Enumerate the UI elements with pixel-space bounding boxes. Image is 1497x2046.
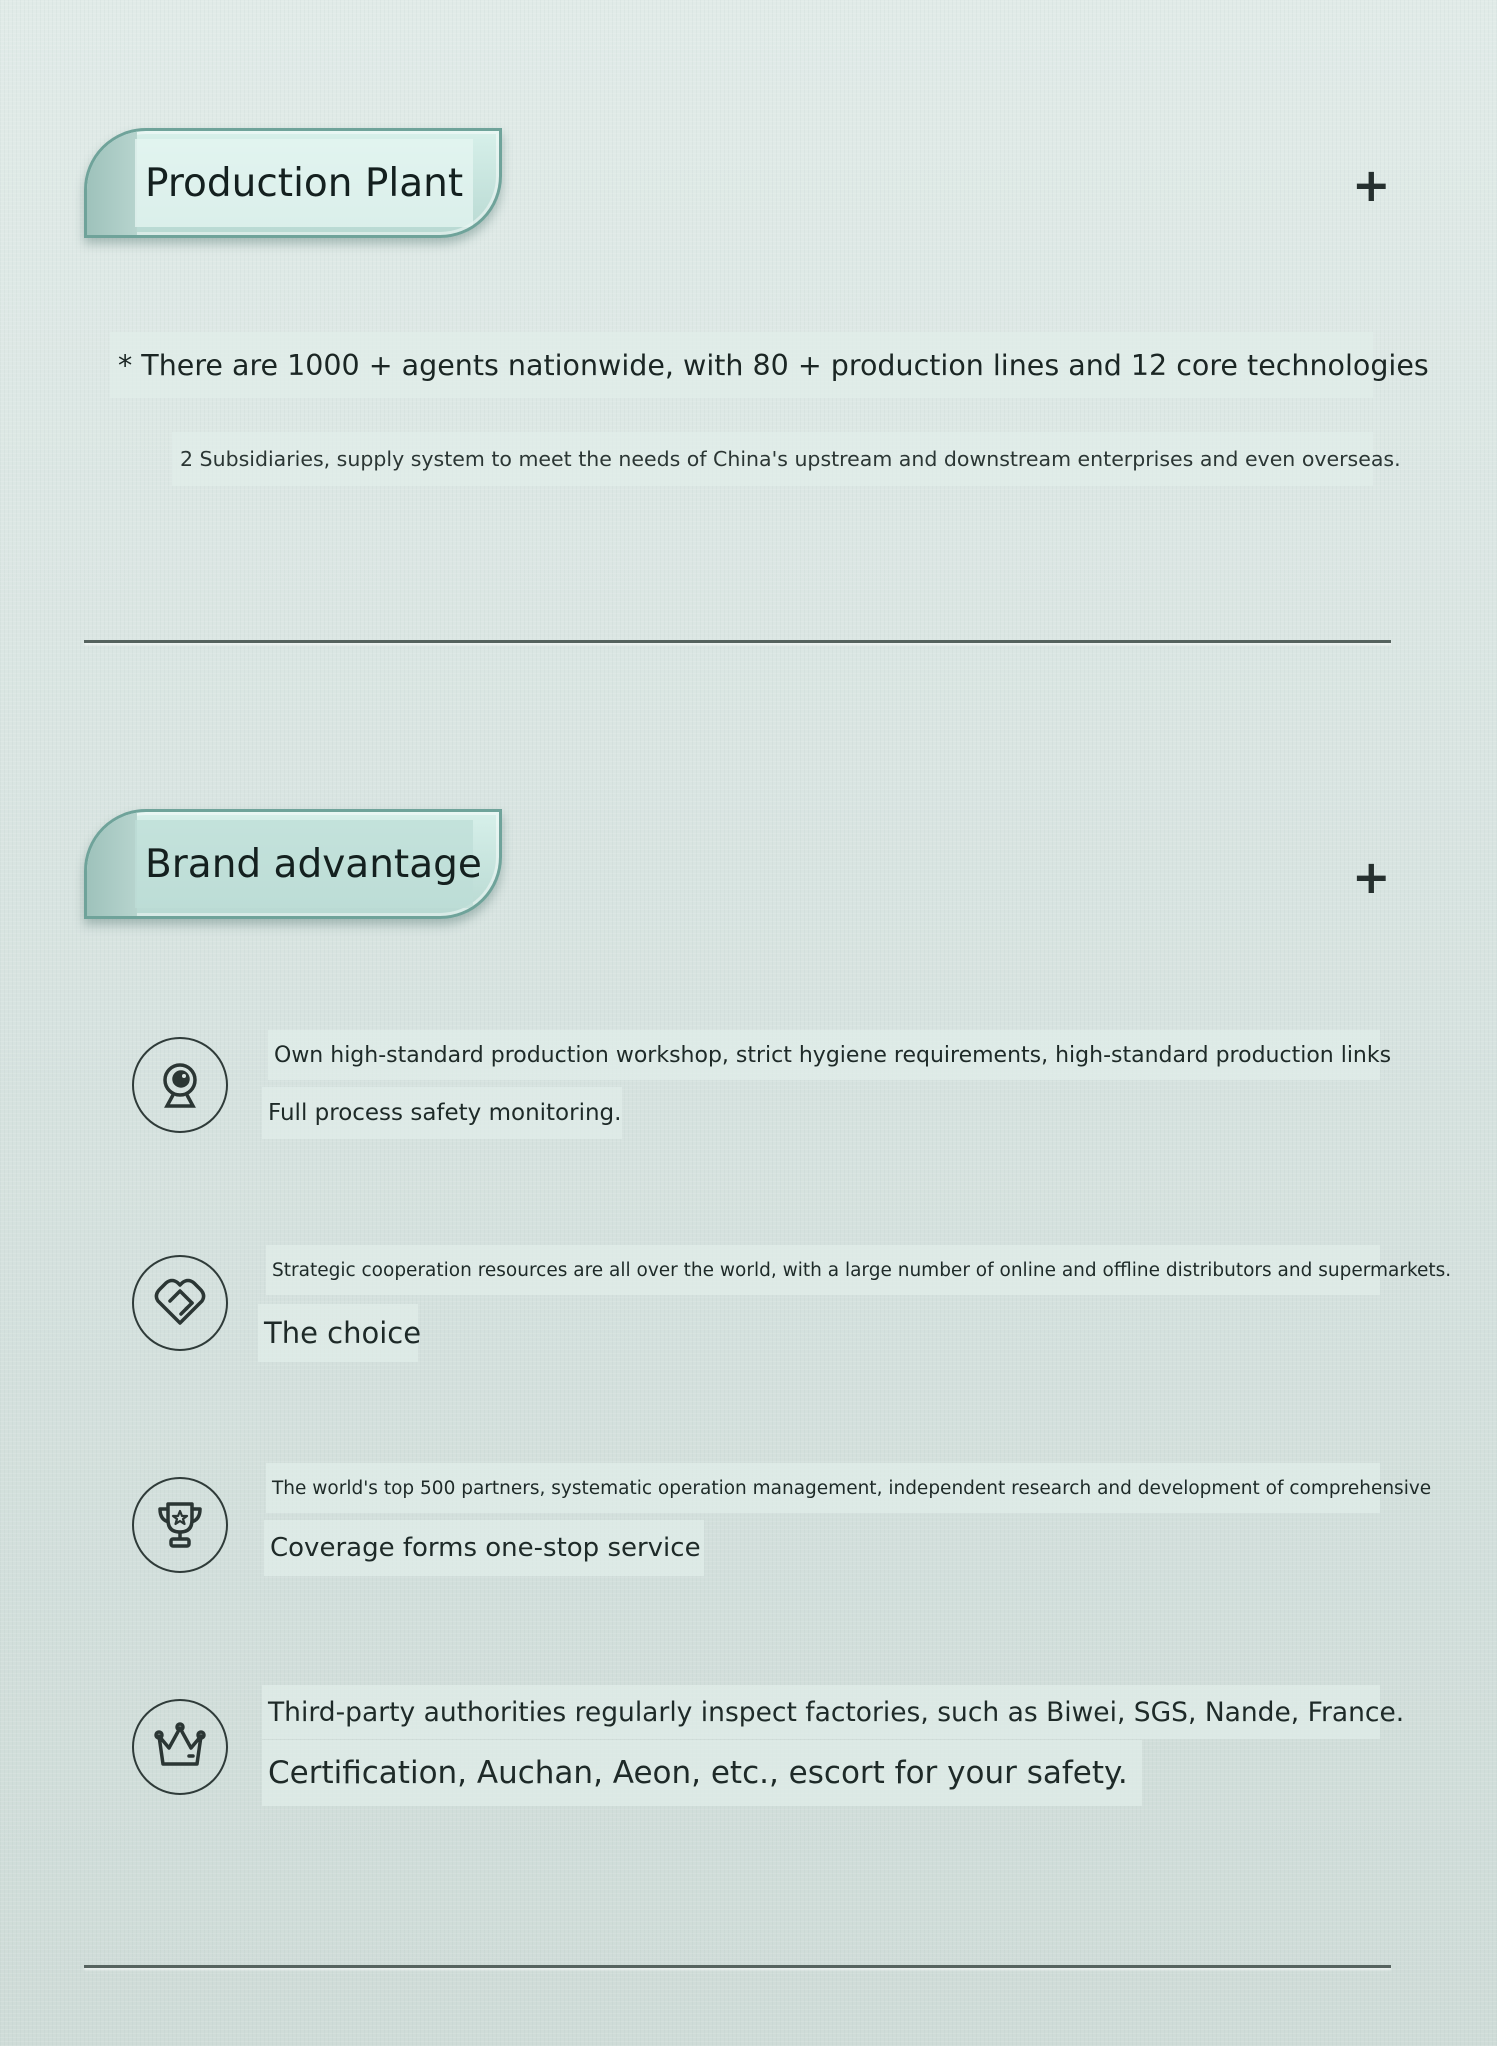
crown-icon: [132, 1699, 228, 1795]
production-expand-button[interactable]: +: [1352, 158, 1391, 212]
production-plant-tab: [84, 128, 502, 238]
webcam-icon: [132, 1037, 228, 1133]
advantage-3-line1: The world's top 500 partners, systematic operation management, independent research and development of comprehensive: [266, 1463, 1380, 1513]
advantage-2-line1: Strategic cooperation resources are all over the world, with a large number of online and offline distributors and supermarkets.: [266, 1245, 1380, 1295]
brand-expand-button[interactable]: +: [1352, 850, 1391, 904]
advantage-2-line2: The choice: [258, 1304, 418, 1362]
section-divider-bottom: [84, 1965, 1391, 1968]
section-divider: [84, 640, 1391, 643]
advantage-3-line2: Coverage forms one-stop service: [264, 1520, 704, 1576]
advantage-1-line2: Full process safety monitoring.: [262, 1087, 622, 1139]
production-plant-title: Production Plant: [135, 139, 473, 227]
advantage-1-line1: Own high-standard production workshop, strict hygiene requirements, high-standard production links: [268, 1030, 1380, 1080]
advantage-4-line1: Third-party authorities regularly inspect factories, such as Biwei, SGS, Nande, France.: [262, 1685, 1380, 1739]
advantage-4-line2: Certification, Auchan, Aeon, etc., escort for your safety.: [262, 1740, 1142, 1806]
production-headline: * There are 1000 + agents nationwide, with 80 + production lines and 12 core technologies: [110, 332, 1373, 398]
handshake-icon: [132, 1255, 228, 1351]
trophy-icon: [132, 1477, 228, 1573]
production-subline: 2 Subsidiaries, supply system to meet the needs of China's upstream and downstream enterprises and even overseas.: [172, 432, 1373, 486]
brand-advantage-title: Brand advantage: [135, 820, 473, 908]
brand-advantage-tab: [84, 809, 502, 919]
